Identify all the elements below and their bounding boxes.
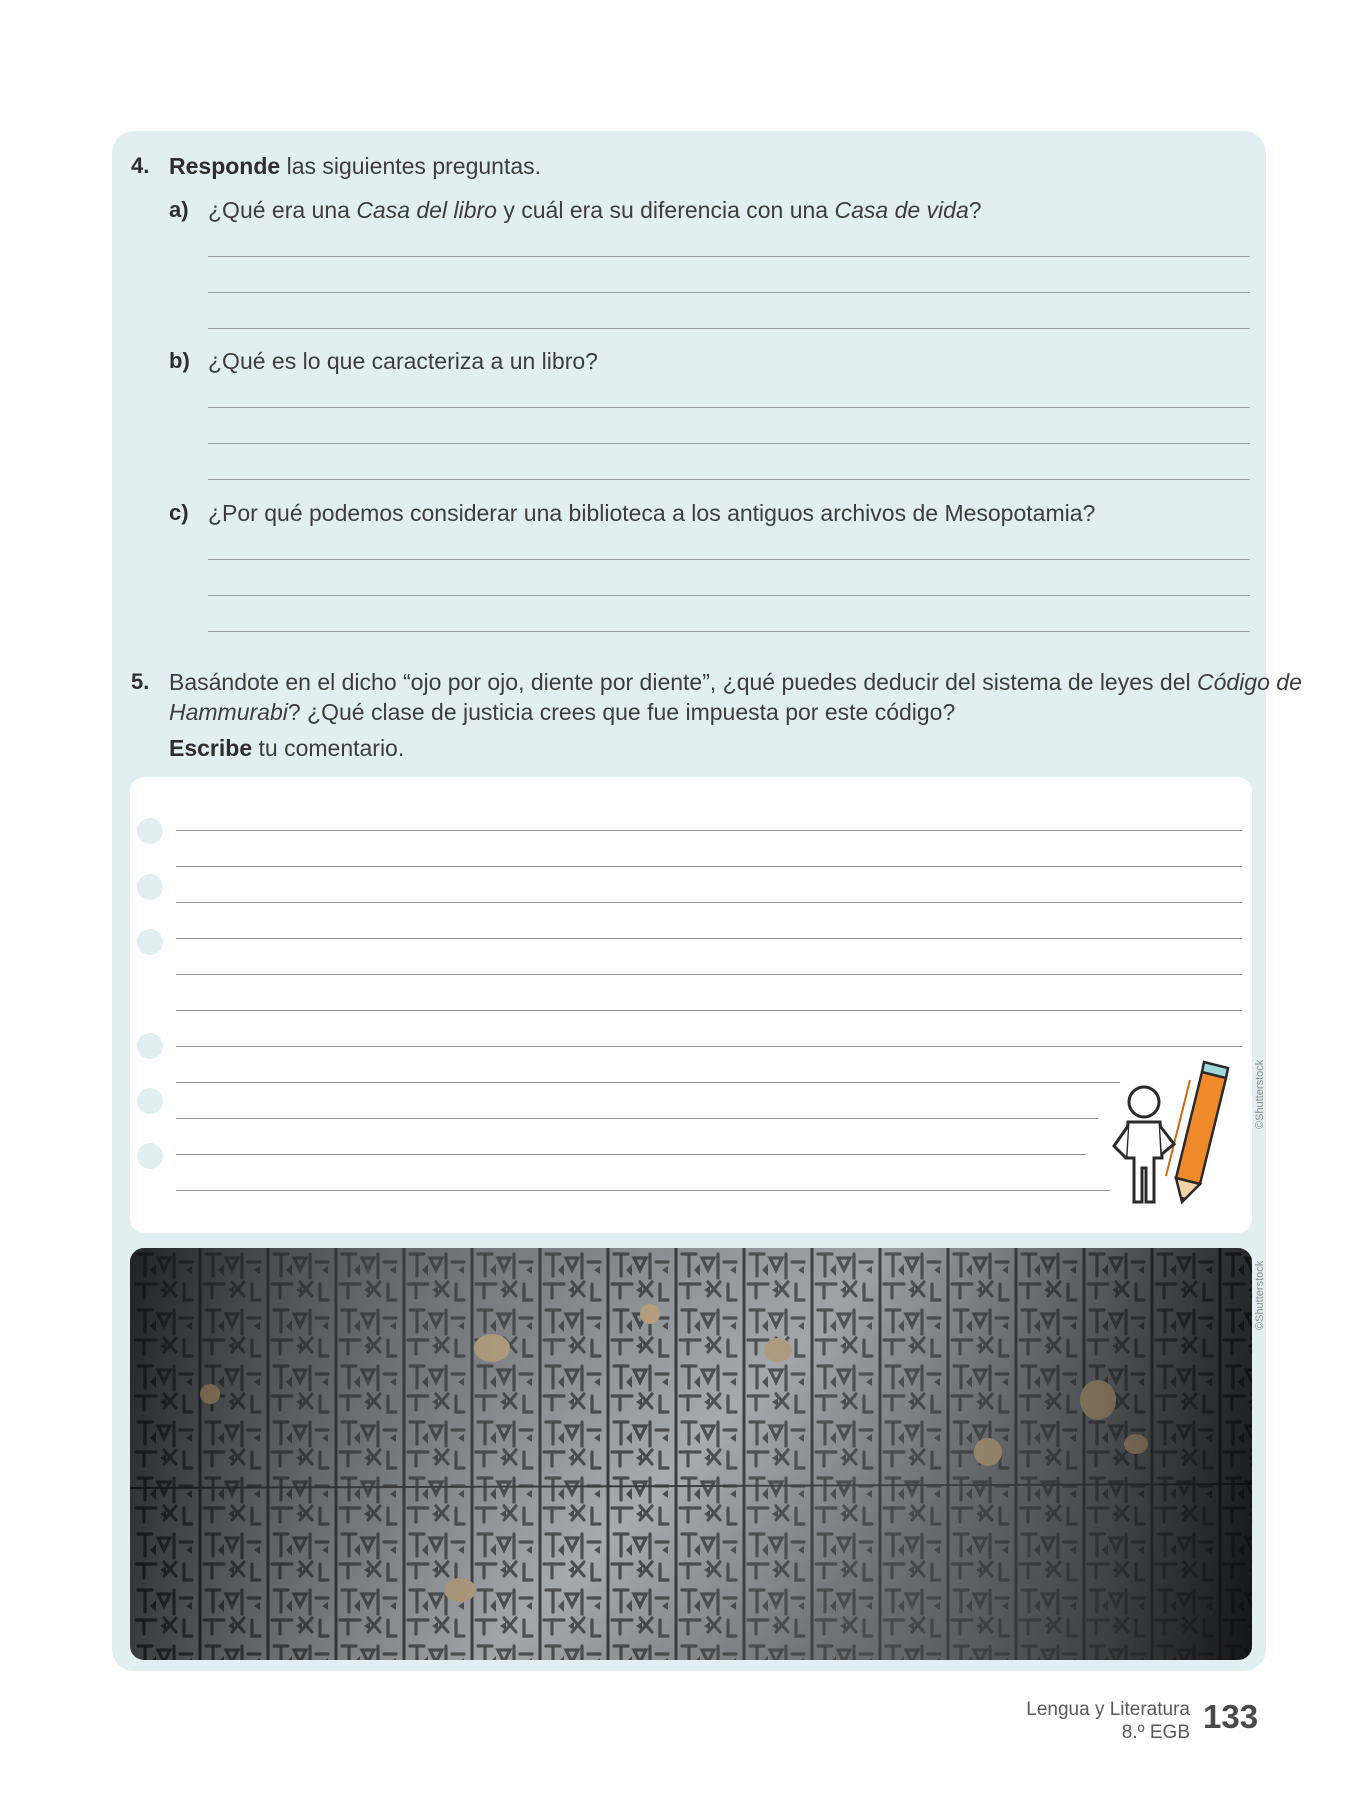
comment-line[interactable] [176, 1154, 1086, 1155]
cuneiform-pattern [130, 1248, 1252, 1660]
answer-line-4c-3[interactable] [208, 631, 1250, 632]
question-4c-label: c) [169, 500, 189, 525]
comment-line[interactable] [176, 1118, 1098, 1119]
notebook-hole [137, 1088, 163, 1114]
pencil-icon [1166, 1062, 1228, 1202]
answer-line-4b-2[interactable] [208, 443, 1250, 444]
question-4-verb: Responde [169, 153, 281, 179]
question-5-number: 5. [131, 669, 150, 694]
pencil-figure-illustration [1104, 1050, 1244, 1220]
question-4a-italic-casa-del-libro: Casa del libro [356, 197, 497, 223]
question-4b-label: b) [169, 348, 190, 373]
question-4a-text [208, 195, 982, 225]
question-4b-text: ¿Qué es lo que caracteriza a un libro? [208, 348, 598, 374]
comment-line[interactable] [176, 1010, 1242, 1011]
question-5-line-2 [169, 697, 955, 727]
question-4a-label: a) [169, 197, 189, 222]
answer-line-4c-1[interactable] [208, 559, 1250, 560]
question-5-line-1 [169, 667, 1302, 697]
question-4-rest: las siguientes preguntas. [280, 153, 542, 179]
answer-line-4b-3[interactable] [208, 479, 1250, 480]
question-5-italic-codigo-de: Código de [1197, 669, 1302, 695]
answer-line-4b-1[interactable] [208, 407, 1250, 408]
question-4-prompt [169, 151, 541, 181]
question-4a-italic-casa-de-vida: Casa de vida [834, 197, 969, 223]
question-4a-text-part: y cuál era su diferencia con una [496, 197, 835, 223]
comment-line[interactable] [176, 866, 1242, 867]
notebook-hole [137, 1033, 163, 1059]
question-4a-text-part: ¿Qué era una [208, 197, 357, 223]
comment-line[interactable] [176, 1046, 1242, 1047]
answer-line-4a-1[interactable] [208, 256, 1250, 257]
comment-line[interactable] [176, 1190, 1110, 1191]
question-5-text-part: Basándote en el dicho “ojo por ojo, diente por diente”, ¿qué puedes deducir del sistema de leyes del [169, 669, 1197, 695]
comment-notebook [130, 777, 1266, 1233]
cuneiform-tablet-photo [130, 1248, 1252, 1660]
notebook-hole [137, 929, 163, 955]
question-4c-text: ¿Por qué podemos considerar una biblioteca a los antiguos archivos de Mesopotamia? [208, 500, 1096, 526]
footer-grade: 8.º EGB [1121, 1722, 1190, 1743]
question-4-number: 4. [131, 153, 150, 178]
comment-line[interactable] [176, 938, 1242, 939]
comment-line[interactable] [176, 902, 1242, 903]
comment-line[interactable] [176, 1082, 1120, 1083]
notebook-hole [137, 874, 163, 900]
pencil-image-credit: ©Shutterstock [1254, 1059, 1266, 1129]
comment-line[interactable] [176, 830, 1242, 831]
question-5-italic-hammurabi: Hammurabi [169, 699, 288, 725]
footer-subject: Lengua y Literatura [1026, 1699, 1190, 1720]
question-5-instruction [169, 733, 404, 763]
question-5-verb: Escribe [169, 735, 253, 761]
answer-line-4a-2[interactable] [208, 292, 1250, 293]
photo-image-credit: ©Shutterstock [1254, 1260, 1266, 1330]
question-5-text-part: ? ¿Qué clase de justicia crees que fue impuesta por este código? [287, 699, 956, 725]
answer-line-4c-2[interactable] [208, 595, 1250, 596]
notebook-hole [137, 1143, 163, 1169]
comment-line[interactable] [176, 974, 1242, 975]
notebook-hole [137, 818, 163, 844]
question-5-rest: tu comentario. [252, 735, 405, 761]
stick-figure-icon [1114, 1087, 1174, 1202]
answer-line-4a-3[interactable] [208, 328, 1250, 329]
page-number: 133 [1203, 1698, 1259, 1735]
question-4a-text-part: ? [968, 197, 982, 223]
